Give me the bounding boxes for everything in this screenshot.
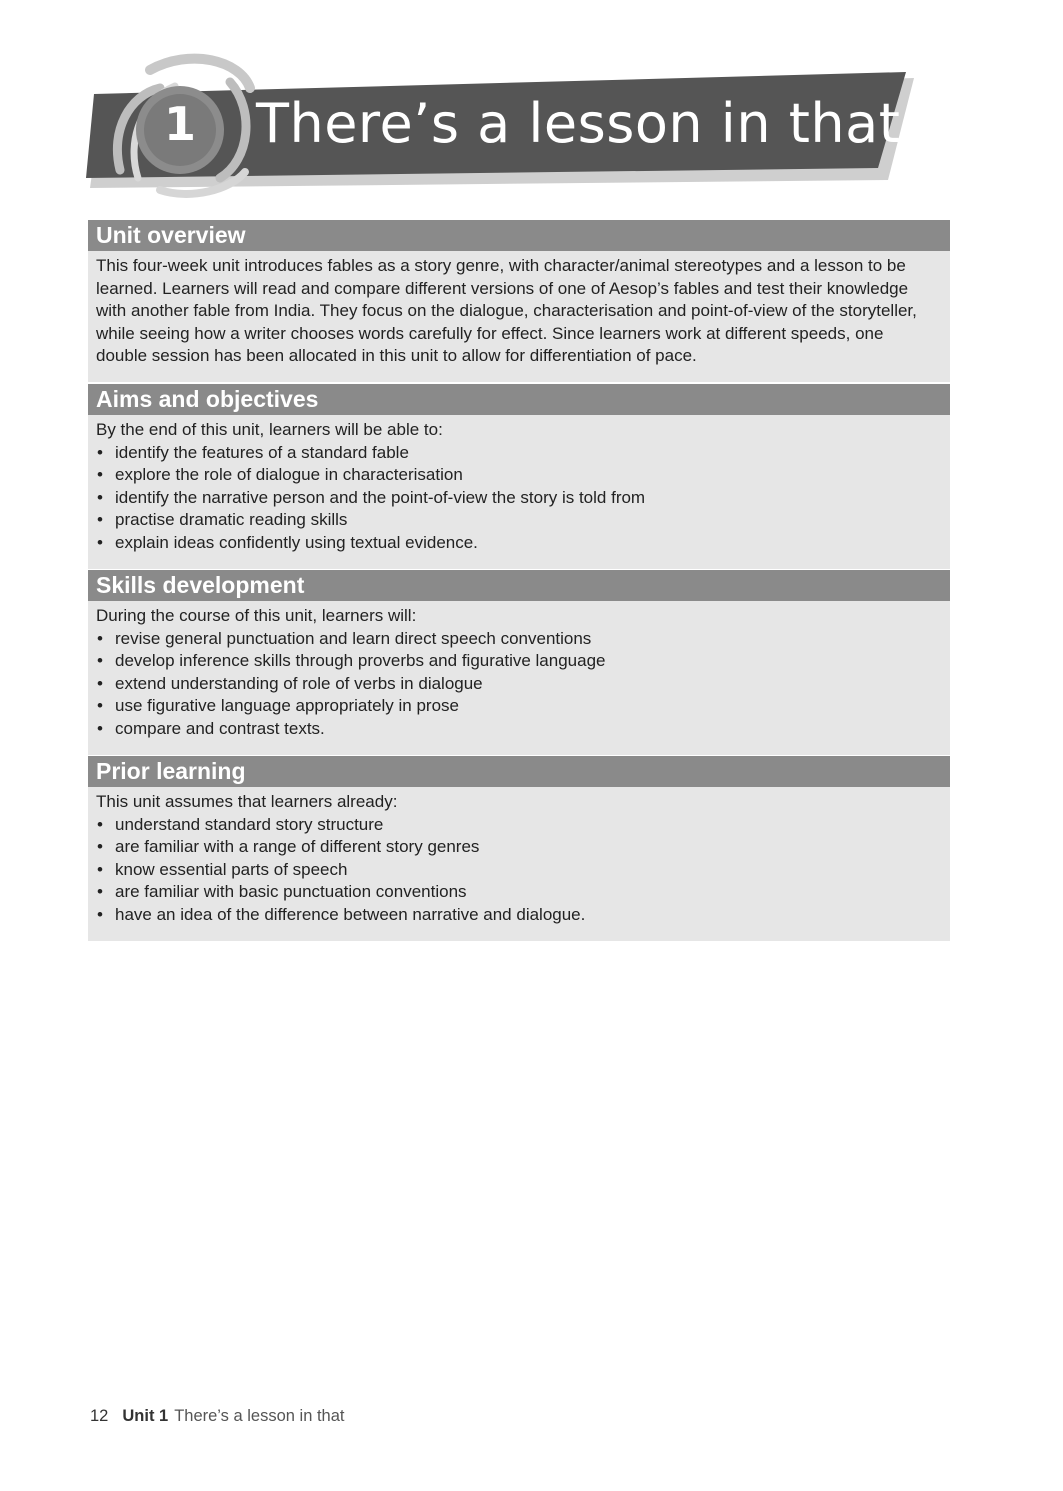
list-item: • know essential parts of speech	[96, 859, 926, 882]
list-item: • develop inference skills through proverbs and figurative language	[96, 650, 926, 673]
section-body	[88, 787, 950, 941]
list-item: • are familiar with a range of different story genres	[96, 836, 926, 859]
section-body	[88, 601, 950, 755]
list-item: • are familiar with basic punctuation conventions	[96, 881, 926, 904]
section-intro: This unit assumes that learners already:	[96, 792, 398, 811]
overview-text: This four-week unit introduces fables as a story genre, with character/animal stereotypes and a lesson to be learned. Learners will read and compare different versions of one of Aesop’s fables and test their knowledge with another fable from India. They focus on the dialogue, characterisation and point-of-view of the storyteller, while seeing how a writer chooses words carefully for effect. Since learners work at different speeds, one double session has been allocated in this unit to allow for differentiation of pace.	[96, 256, 917, 366]
section-heading: Aims and objectives	[88, 384, 950, 415]
section-heading: Skills development	[88, 570, 950, 601]
prior-learning-section	[88, 756, 950, 941]
bullet-list	[96, 442, 926, 555]
skills-development-section	[88, 570, 950, 755]
list-item: • extend understanding of role of verbs in dialogue	[96, 673, 926, 696]
section-intro: By the end of this unit, learners will be able to:	[96, 420, 443, 439]
list-item: • explain ideas confidently using textual evidence.	[96, 532, 926, 555]
unit-number: 1	[163, 97, 196, 151]
aims-objectives-section	[88, 384, 950, 569]
bullet-list	[96, 628, 926, 741]
section-body	[88, 251, 950, 382]
list-item: • identify the narrative person and the point-of-view the story is told from	[96, 487, 926, 510]
page-number: 12	[90, 1407, 109, 1425]
section-heading: Prior learning	[88, 756, 950, 787]
list-item: • revise general punctuation and learn direct speech conventions	[96, 628, 926, 651]
page-title: There’s a lesson in that	[256, 92, 901, 155]
footer-title: There’s a lesson in that	[174, 1407, 345, 1425]
list-item: • explore the role of dialogue in characterisation	[96, 464, 926, 487]
list-item: • have an idea of the difference between narrative and dialogue.	[96, 904, 926, 927]
page-footer	[90, 1407, 345, 1426]
list-item: • practise dramatic reading skills	[96, 509, 926, 532]
list-item: • use figurative language appropriately in prose	[96, 695, 926, 718]
list-item: • understand standard story structure	[96, 814, 926, 837]
footer-unit-label: Unit 1	[122, 1407, 169, 1425]
list-item: • identify the features of a standard fable	[96, 442, 926, 465]
bullet-list	[96, 814, 926, 927]
section-heading: Unit overview	[88, 220, 950, 251]
unit-overview-section	[88, 220, 950, 382]
list-item: • compare and contrast texts.	[96, 718, 926, 741]
section-intro: During the course of this unit, learners will:	[96, 606, 417, 625]
section-body	[88, 415, 950, 569]
